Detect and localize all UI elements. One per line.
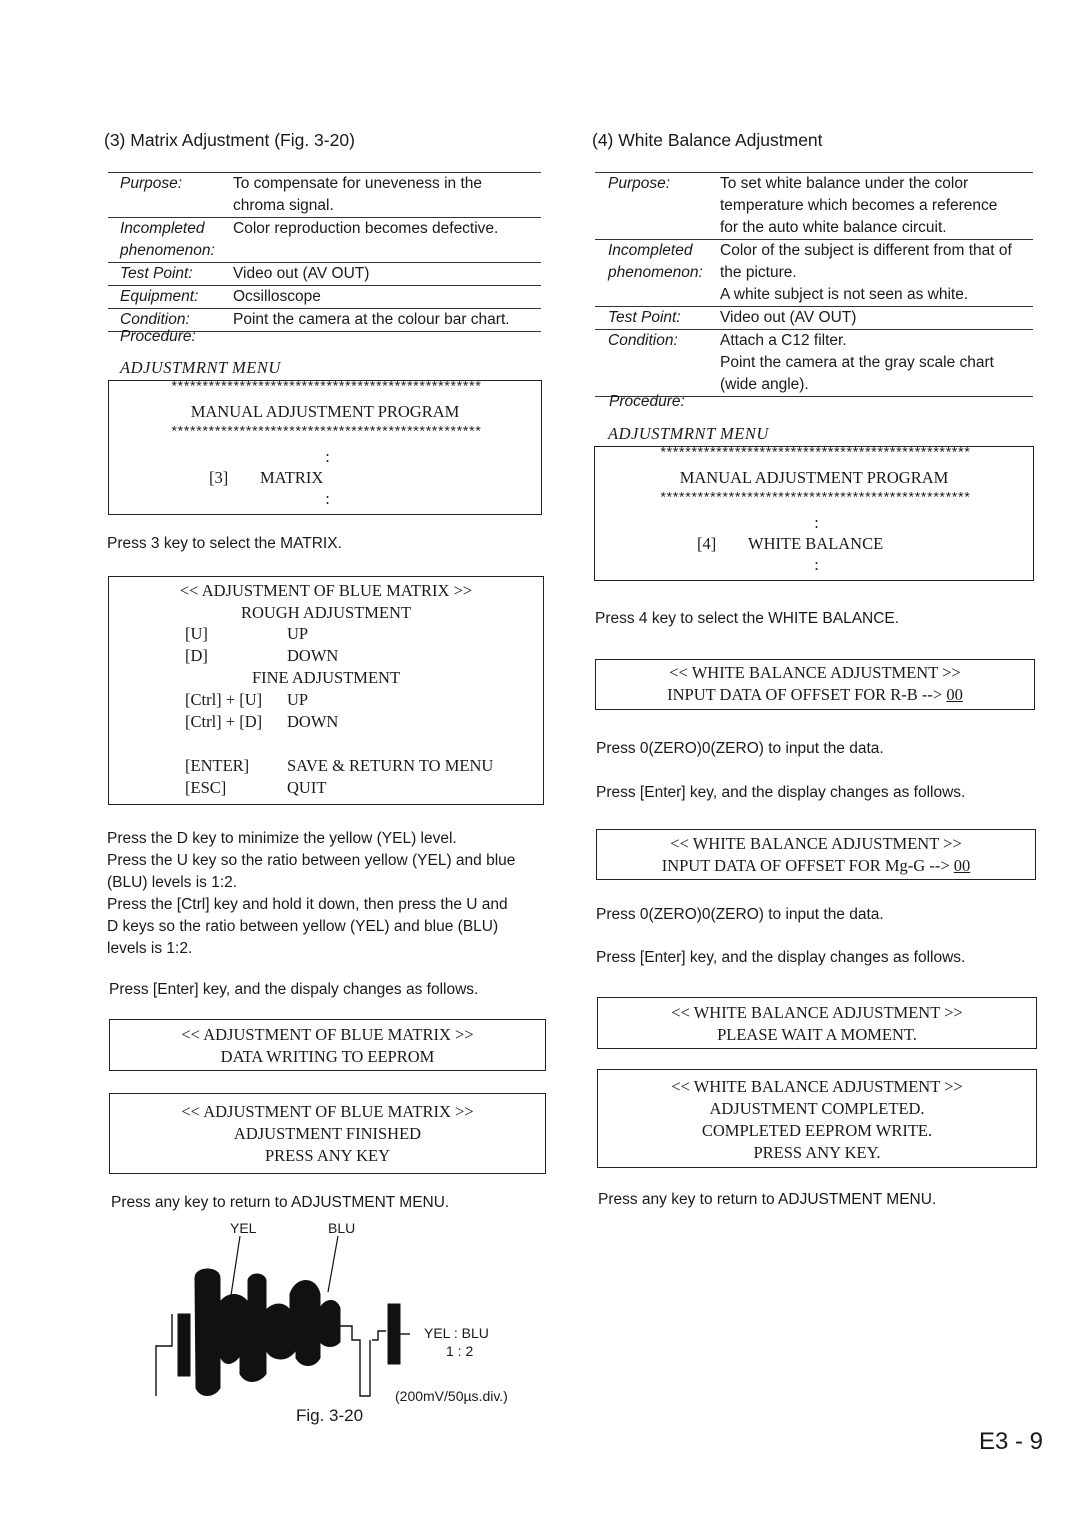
waveform-trace-left [156, 1314, 172, 1396]
spec-value-line: for the auto white balance circuit. [720, 219, 947, 236]
colon: : [814, 513, 819, 532]
wb-wait-screen [597, 997, 1037, 1049]
spec-value [720, 330, 994, 396]
blu-arrow [328, 1236, 338, 1292]
spec-value-line: Color reproduction becomes defective. [233, 220, 499, 237]
menu-item-white-balance[interactable]: WHITE BALANCE [748, 534, 884, 553]
box-title: << WHITE BALANCE ADJUSTMENT >> [669, 663, 961, 682]
offset-prompt: INPUT DATA OF OFFSET FOR Mg-G --> [661, 856, 950, 875]
action-quit: QUIT [287, 778, 327, 797]
instruction-line: Press the D key to minimize the yellow (YEL) level. [107, 830, 457, 847]
press-zero-rb: Press 0(ZERO)0(ZERO) to input the data. [596, 740, 884, 757]
menu-label: ADJUSTMRNT MENU [120, 358, 281, 377]
spec-value [720, 173, 997, 239]
spec-value [720, 240, 1012, 306]
press-any-key-wb: Press any key to return to ADJUSTMENT MENU. [598, 1191, 937, 1208]
key-enter: [ENTER] [185, 756, 250, 775]
spec-value-line: To compensate for uneveness in the [233, 175, 483, 192]
instruction-line: D keys so the ratio between yellow (YEL) and blue (BLU) [107, 918, 499, 935]
box-line: PRESS ANY KEY. [753, 1143, 881, 1162]
rough-adjustment: ROUGH ADJUSTMENT [240, 603, 412, 622]
stars-divider: ************************************************** [169, 381, 481, 395]
key-ctrl-d: [Ctrl] + [D] [185, 712, 263, 731]
white-balance-section-title: (4) White Balance Adjustment [592, 130, 823, 150]
wb-completed-screen [597, 1069, 1037, 1168]
offset-prompt: INPUT DATA OF OFFSET FOR R-B --> [667, 685, 943, 704]
spec-value-line: Color of the subject is different from that of [720, 242, 1012, 259]
fine-adjustment: FINE ADJUSTMENT [251, 668, 401, 687]
spec-value: Ocsilloscope [233, 288, 321, 305]
menu-key: [4] [697, 534, 717, 553]
colour-bar-burst [195, 1269, 340, 1396]
procedure-label: Procedure: [609, 393, 685, 410]
press-zero-mg: Press 0(ZERO)0(ZERO) to input the data. [596, 906, 884, 923]
press-enter-mg: Press [Enter] key, and the display changes as follows. [596, 949, 966, 966]
spec-label: Test Point: [608, 309, 681, 326]
menu-label: ADJUSTMRNT MENU [608, 424, 769, 443]
menu-heading: MANUAL ADJUSTMENT PROGRAM [190, 402, 460, 421]
box-title: << WHITE BALANCE ADJUSTMENT >> [670, 834, 962, 853]
key-esc: [ESC] [185, 778, 227, 797]
spec-label [608, 240, 703, 284]
press-select-matrix: Press 3 key to select the MATRIX. [107, 535, 342, 552]
blue-matrix-screen [108, 576, 544, 805]
spec-row-purpose [108, 173, 541, 218]
spec-value-line: (wide angle). [720, 376, 809, 393]
menu-item-matrix[interactable]: MATRIX [260, 468, 324, 487]
spec-value: Video out (AV OUT) [720, 309, 857, 326]
matrix-instructions [107, 828, 552, 960]
spec-value: Video out (AV OUT) [233, 265, 370, 282]
press-any-key-matrix: Press any key to return to ADJUSTMENT MENU. [111, 1194, 450, 1211]
spec-label-line: phenomenon: [120, 242, 215, 259]
adjustment-finished-screen [109, 1093, 546, 1174]
yel-label: YEL [230, 1220, 257, 1236]
spec-label: Condition: [120, 311, 190, 328]
box-line: PRESS ANY KEY [265, 1146, 390, 1165]
stars-divider: ************************************************** [169, 426, 481, 440]
sync-bar-left [178, 1314, 190, 1376]
box-line [597, 856, 1035, 876]
figure-caption: Fig. 3-20 [296, 1406, 364, 1425]
offset-value[interactable]: 00 [953, 856, 971, 875]
spec-value-line: temperature which becomes a reference [720, 197, 998, 214]
matrix-section-title: (3) Matrix Adjustment (Fig. 3-20) [104, 130, 355, 150]
box-line [596, 685, 1034, 705]
blu-label: BLU [328, 1220, 356, 1236]
spec-value-line: chroma signal. [233, 197, 334, 214]
spec-row-test-point [595, 307, 1033, 330]
box-title: << WHITE BALANCE ADJUSTMENT >> [671, 1003, 963, 1022]
offset-value[interactable]: 00 [946, 685, 963, 704]
waveform-figure [150, 1236, 420, 1408]
action-up: UP [287, 690, 309, 709]
spec-value-line: Point the camera at the gray scale chart [720, 354, 994, 371]
box-title: << ADJUSTMENT OF BLUE MATRIX >> [181, 1102, 474, 1121]
waveform-trace-right [340, 1326, 370, 1396]
scale-label: (200mV/50µs.div.) [395, 1388, 508, 1404]
spec-value [233, 173, 482, 217]
press-select-wb: Press 4 key to select the WHITE BALANCE. [595, 610, 900, 627]
wb-spec-table [595, 172, 1033, 397]
box-line: DATA WRITING TO EEPROM [220, 1047, 435, 1066]
menu-key: [3] [209, 468, 229, 487]
spec-label: Condition: [608, 332, 678, 349]
instruction-line: Press the [Ctrl] key and hold it down, then press the U and [107, 896, 508, 913]
box-line: COMPLETED EEPROM WRITE. [701, 1121, 933, 1140]
stars-divider: ************************************************** [658, 447, 970, 461]
yel-arrow [230, 1236, 240, 1302]
stars-divider: ************************************************** [658, 492, 970, 506]
spec-row-test-point [108, 263, 541, 286]
spec-value: Point the camera at the colour bar chart. [233, 311, 510, 328]
box-line: ADJUSTMENT COMPLETED. [709, 1099, 925, 1118]
spec-value-line: A white subject is not seen as white. [720, 286, 969, 303]
colon: : [325, 489, 330, 508]
spec-label-line: phenomenon: [608, 264, 703, 281]
spec-label [120, 218, 215, 262]
spec-label: Purpose: [608, 175, 671, 192]
action-save-return: SAVE & RETURN TO MENU [287, 756, 494, 775]
action-down: DOWN [287, 712, 339, 731]
spec-row-equipment [108, 286, 541, 309]
spec-row-purpose [595, 173, 1033, 240]
instruction-line: Press the U key so the ratio between yellow (YEL) and blue [107, 852, 516, 869]
wb-rb-screen [595, 659, 1035, 710]
ratio-value: 1 : 2 [446, 1343, 474, 1359]
wb-mg-screen [596, 829, 1036, 880]
instruction-line: levels is 1:2. [107, 940, 193, 957]
spec-label: Purpose: [120, 175, 183, 192]
page-number: E3 - 9 [979, 1428, 1044, 1455]
action-up: UP [287, 624, 309, 643]
box-title: << ADJUSTMENT OF BLUE MATRIX >> [181, 1025, 474, 1044]
box-title: << ADJUSTMENT OF BLUE MATRIX >> [179, 581, 473, 600]
ratio-label: YEL : BLU [424, 1325, 489, 1341]
spec-label-line: Incompleted [120, 220, 205, 237]
instruction-line: (BLU) levels is 1:2. [107, 874, 238, 891]
spec-value [233, 218, 498, 240]
procedure-label: Procedure: [120, 328, 196, 345]
key-d: [D] [185, 646, 208, 665]
sync-bar-right [388, 1304, 400, 1364]
spec-value-line: Attach a C12 filter. [720, 332, 847, 349]
key-ctrl-u: [Ctrl] + [U] [185, 690, 263, 709]
matrix-spec-table [108, 172, 541, 332]
waveform-trace-right-b [372, 1331, 386, 1340]
spec-row-incompleted [108, 218, 541, 263]
box-line: PLEASE WAIT A MOMENT. [717, 1025, 917, 1044]
key-u: [U] [185, 624, 208, 643]
spec-value-line: To set white balance under the color [720, 175, 969, 192]
data-writing-screen [109, 1019, 546, 1071]
spec-row-incompleted [595, 240, 1033, 307]
spec-label: Test Point: [120, 265, 193, 282]
press-enter-rb: Press [Enter] key, and the display changes as follows. [596, 784, 966, 801]
colon: : [814, 555, 819, 574]
wb-menu-screen [594, 446, 1034, 581]
colon: : [325, 447, 330, 466]
press-enter-matrix: Press [Enter] key, and the dispaly changes as follows. [109, 981, 479, 998]
box-line: ADJUSTMENT FINISHED [233, 1124, 422, 1143]
spec-label-line: Incompleted [608, 242, 693, 259]
box-title: << WHITE BALANCE ADJUSTMENT >> [671, 1077, 963, 1096]
spec-value-line: the picture. [720, 264, 797, 281]
action-down: DOWN [287, 646, 339, 665]
spec-row-condition [595, 330, 1033, 397]
matrix-menu-screen [108, 380, 542, 515]
menu-heading: MANUAL ADJUSTMENT PROGRAM [679, 468, 949, 487]
spec-label: Equipment: [120, 288, 199, 305]
